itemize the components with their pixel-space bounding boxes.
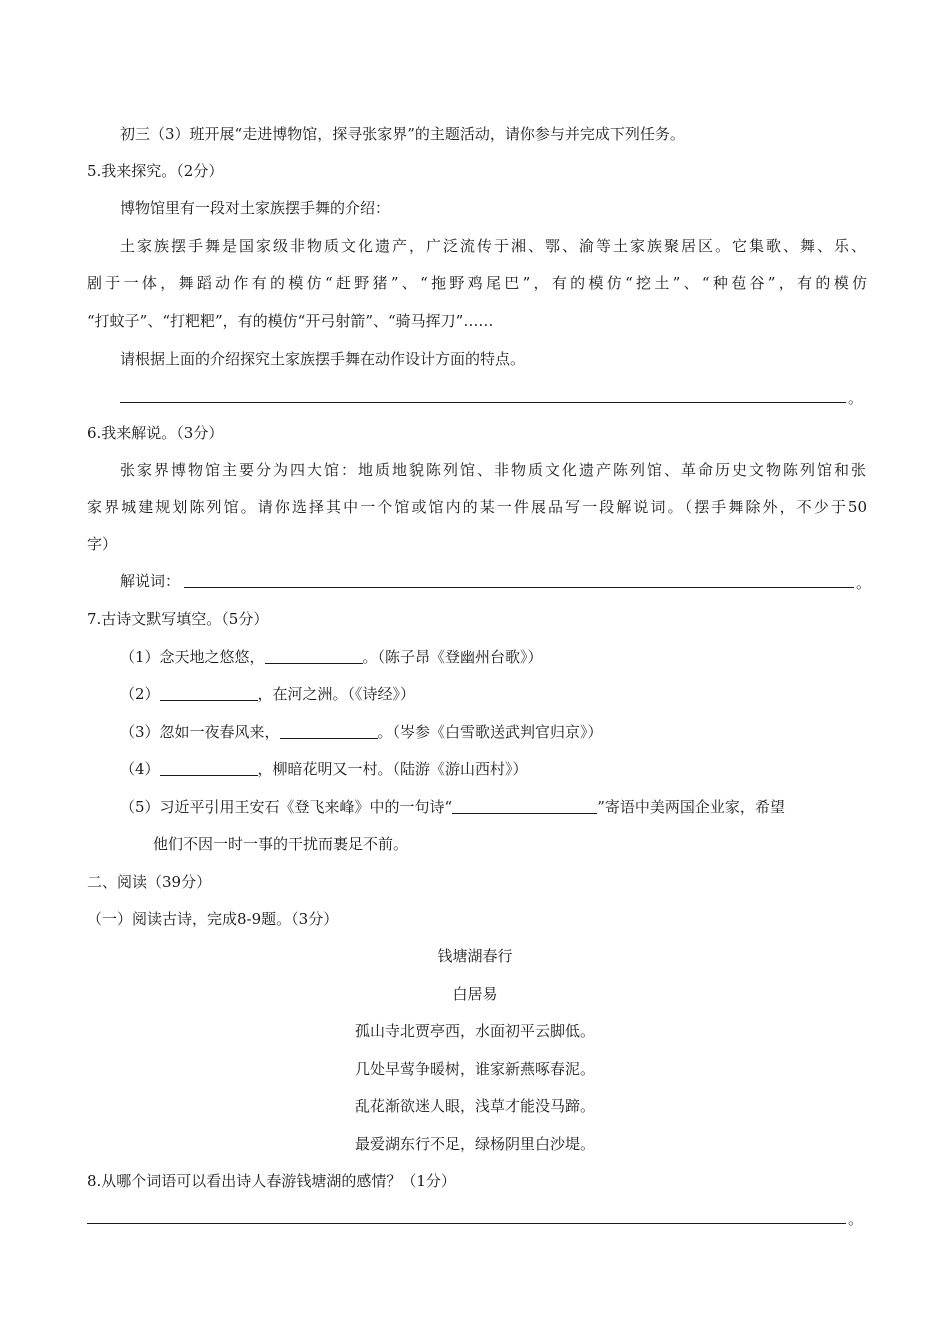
q6-text-line3: 字） [87, 535, 118, 553]
q7-item-1 [120, 647, 543, 667]
q7-blank-3[interactable] [280, 724, 378, 739]
q7-item-4-pre: （4） [120, 760, 160, 778]
q5-passage-line1: 土家族摆手舞是国家级非物质文化遗产，广泛流传于湘、鄂、渝等土家族聚居区。它集歌、舞、乐、 [120, 237, 866, 255]
poem-author: 白居易 [452, 985, 498, 1003]
q5-title: 5.我来探究。（2分） [87, 162, 224, 180]
q8-answer-line[interactable] [87, 1223, 846, 1224]
q7-item-5 [120, 797, 866, 817]
q7-item-3-post: 。（岑参《白雪歌送武判官归京》） [377, 723, 603, 741]
q7-blank-5[interactable] [452, 799, 597, 814]
poem-line-1: 孤山寺北贾亭西，水面初平云脚低。 [354, 1022, 595, 1040]
q6-text-line2: 家界城建规划陈列馆。请你选择其中一个馆或馆内的某一件展品写一段解说词。（摆手舞除外，不少于50 [87, 498, 867, 516]
q7-blank-1[interactable] [265, 649, 363, 664]
q7-item-1-post: 。（陈子昂《登幽州台歌》） [362, 648, 543, 666]
q7-item-5-continued: 他们不因一时一事的干扰而裹足不前。 [153, 835, 409, 853]
q7-item-3 [120, 722, 603, 742]
q8-answer-end: 。 [848, 1210, 864, 1228]
q7-item-4-post: ，柳暗花明又一村。（陆游《游山西村》） [257, 760, 528, 778]
poem-title: 钱塘湖春行 [437, 947, 513, 965]
q7-title: 7.古诗文默写填空。（5分） [87, 610, 269, 628]
intro-text: 初三（3）班开展“走进博物馆，探寻张家界”的主题活动，请你参与并完成下列任务。 [120, 125, 685, 143]
q7-item-2 [120, 684, 415, 704]
q5-answer-end: 。 [848, 389, 864, 407]
poem-line-3: 乱花渐欲迷人眼，浅草才能没马蹄。 [354, 1097, 595, 1115]
q5-passage-line3: “打蚊子”、“打粑粑”，有的模仿“开弓射箭”、“骑马挥刀”…… [87, 312, 494, 330]
q6-answer-end: 。 [856, 574, 872, 592]
q5-passage-line2: 剧于一体，舞蹈动作有的模仿“赶野猪”、“拖野鸡尾巴”，有的模仿“挖土”、“种苞谷”，有的模仿 [87, 274, 867, 292]
poem-line-4: 最爱湖东行不足，绿杨阴里白沙堤。 [354, 1135, 595, 1153]
q7-item-5-post: ”寄语中美两国企业家，希望 [597, 798, 785, 816]
q6-commentary-label: 解说词： [120, 572, 181, 590]
q6-text-line1: 张家界博物馆主要分为四大馆：地质地貌陈列馆、非物质文化遗产陈列馆、革命历史文物陈列馆和张 [120, 461, 866, 479]
q5-task: 请根据上面的介绍探究土家族摆手舞在动作设计方面的特点。 [120, 350, 526, 368]
section-2-heading: 二、阅读（39分） [87, 873, 212, 891]
poem-line-2: 几处早莺争暖树，谁家新燕啄春泥。 [354, 1060, 595, 1078]
q6-commentary-line[interactable] [184, 587, 854, 588]
q7-blank-4[interactable] [160, 761, 258, 776]
q7-item-3-pre: （3）忽如一夜春风来， [120, 723, 280, 741]
q7-item-2-pre: （2） [120, 685, 160, 703]
q5-answer-line[interactable] [120, 402, 846, 403]
part-1-heading: （一）阅读古诗，完成8-9题。（3分） [87, 910, 339, 928]
q7-item-1-pre: （1）念天地之悠悠， [120, 648, 265, 666]
q7-item-4 [120, 759, 528, 779]
q7-item-5-pre: （5）习近平引用王安石《登飞来峰》中的一句诗“ [120, 798, 453, 816]
q7-blank-2[interactable] [160, 686, 258, 701]
q6-title: 6.我来解说。（3分） [87, 424, 224, 442]
q7-item-2-post: ，在河之洲。（《诗经》） [257, 685, 416, 703]
q5-lead: 博物馆里有一段对土家族摆手舞的介绍： [120, 199, 391, 217]
q8-title: 8.从哪个词语可以看出诗人春游钱塘湖的感情？（1分） [87, 1172, 456, 1190]
